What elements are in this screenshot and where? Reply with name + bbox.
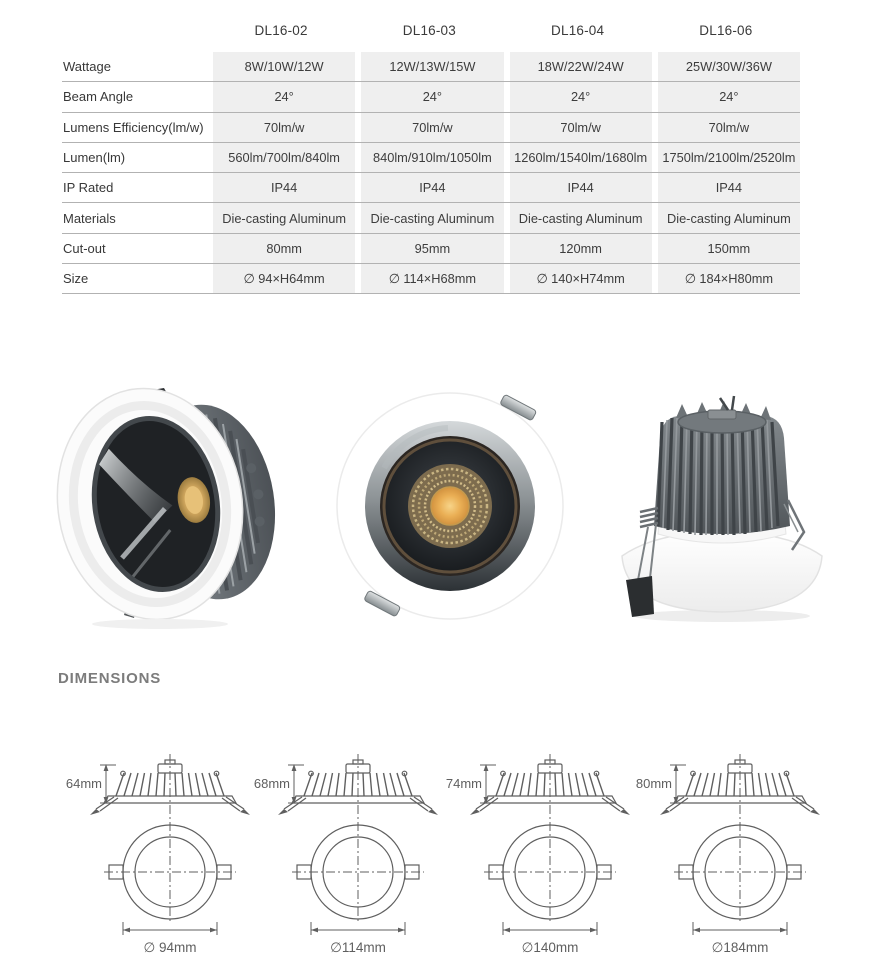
- dimension-figure-dl16-06: [630, 750, 850, 966]
- product-photo-angled: [48, 380, 296, 632]
- diameter-label: ∅ 94mm: [143, 940, 197, 955]
- row-label: Cut-out: [62, 241, 207, 256]
- model-header-dl16-04: DL16-04: [551, 22, 605, 38]
- heatsink-back: [654, 396, 790, 535]
- spec-cell: 70lm/w: [355, 113, 503, 142]
- spec-cell: Die-casting Aluminum: [355, 203, 503, 232]
- spec-cell: Die-casting Aluminum: [207, 203, 355, 232]
- row-label: Wattage: [62, 59, 207, 74]
- spec-row-lumen: [62, 143, 800, 173]
- spec-cell: IP44: [504, 173, 652, 202]
- spec-cell: 24°: [355, 82, 503, 111]
- spec-cell: 70lm/w: [207, 113, 355, 142]
- spec-cell: 1750lm/2100lm/2520lm: [652, 143, 800, 172]
- dimensions-heading: DIMENSIONS: [58, 670, 162, 687]
- model-header-dl16-02: DL16-02: [254, 22, 308, 38]
- spec-cell: 8W/10W/12W: [207, 52, 355, 81]
- model-header-dl16-06: DL16-06: [699, 22, 753, 38]
- row-label: Lumen(lm): [62, 150, 207, 165]
- spec-cell: 95mm: [355, 234, 503, 263]
- spec-cell: 560lm/700lm/840lm: [207, 143, 355, 172]
- spec-cell: 120mm: [504, 234, 652, 263]
- diameter-label: ∅184mm: [711, 940, 769, 955]
- product-photos: [0, 376, 873, 636]
- spec-cell: 70lm/w: [652, 113, 800, 142]
- row-label: Materials: [62, 211, 207, 226]
- height-label: 74mm: [445, 776, 482, 791]
- row-label: Lumens Efficiency(lm/w): [62, 120, 207, 135]
- diameter-label: ∅140mm: [521, 940, 579, 955]
- spec-cell: 80mm: [207, 234, 355, 263]
- row-label: IP Rated: [62, 180, 207, 195]
- spec-row-size: [62, 264, 800, 294]
- spec-cell: ∅ 184×H80mm: [652, 264, 800, 293]
- spec-table-header-row: [62, 8, 800, 52]
- spec-cell: 12W/13W/15W: [355, 52, 503, 81]
- dimension-figure-dl16-04: [440, 750, 660, 966]
- spec-cell: ∅ 140×H74mm: [504, 264, 652, 293]
- spec-cell: ∅ 94×H64mm: [207, 264, 355, 293]
- shadow: [92, 619, 228, 629]
- spec-row-ip-rated: [62, 173, 800, 203]
- diameter-label: ∅114mm: [330, 940, 386, 955]
- spec-cell: IP44: [652, 173, 800, 202]
- spec-cell: 70lm/w: [504, 113, 652, 142]
- row-label: Size: [62, 271, 207, 286]
- dimension-figure-dl16-03: [248, 750, 468, 966]
- spec-cell: IP44: [355, 173, 503, 202]
- spec-row-materials: [62, 203, 800, 233]
- spec-cell: 25W/30W/36W: [652, 52, 800, 81]
- model-header-dl16-03: DL16-03: [402, 22, 456, 38]
- spec-cell: 24°: [207, 82, 355, 111]
- spec-cell: ∅ 114×H68mm: [355, 264, 503, 293]
- spec-cell: 24°: [652, 82, 800, 111]
- cob-led: [408, 464, 492, 548]
- spec-cell: 840lm/910lm/1050lm: [355, 143, 503, 172]
- spec-row-beam-angle: [62, 82, 800, 112]
- spec-cell: Die-casting Aluminum: [504, 203, 652, 232]
- row-label: Beam Angle: [62, 89, 207, 104]
- spec-cell: 150mm: [652, 234, 800, 263]
- height-label: 80mm: [635, 776, 672, 791]
- spec-cell: IP44: [207, 173, 355, 202]
- spec-row-wattage: [62, 52, 800, 82]
- spec-row-cut-out: [62, 234, 800, 264]
- dimension-figure-dl16-02: [60, 750, 280, 966]
- spec-table: [62, 8, 800, 294]
- spec-cell: 24°: [504, 82, 652, 111]
- product-photo-front: [330, 382, 570, 630]
- product-photo-back: [592, 384, 850, 626]
- spec-row-lumens-efficiency: [62, 113, 800, 143]
- spec-cell: Die-casting Aluminum: [652, 203, 800, 232]
- height-label: 68mm: [253, 776, 290, 791]
- spec-cell: 1260lm/1540lm/1680lm: [504, 143, 652, 172]
- height-label: 64mm: [65, 776, 102, 791]
- spec-cell: 18W/22W/24W: [504, 52, 652, 81]
